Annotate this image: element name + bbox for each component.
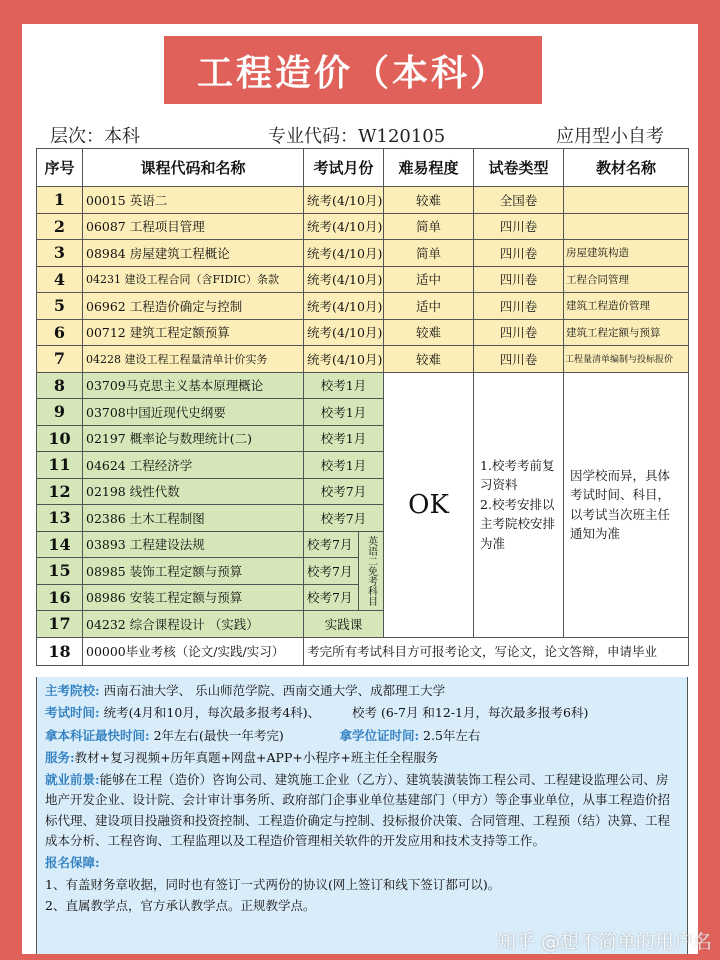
- course-name: 04624 工程经济学: [83, 452, 304, 479]
- course-name: 06087 工程项目管理: [83, 213, 304, 240]
- course-name: 02198 线性代数: [83, 478, 304, 505]
- row-number: 7: [37, 346, 83, 373]
- difficulty: 较难: [384, 187, 474, 214]
- exam-month: 统考(4/10月): [304, 240, 384, 267]
- course-name: 03893 工程建设法规: [83, 531, 304, 558]
- row-number: 13: [37, 505, 83, 532]
- header-book: 教材名称: [564, 149, 689, 187]
- table-row: [37, 187, 689, 214]
- course-name: 02386 土木工程制图: [83, 505, 304, 532]
- exam-month: 校考7月: [304, 505, 384, 532]
- table-row: [37, 372, 689, 399]
- course-name: 04232 综合课程设计 （实践）: [83, 611, 304, 638]
- course-name: 03709马克思主义基本原理概论: [83, 372, 304, 399]
- course-name: 08984 房屋建筑工程概论: [83, 240, 304, 267]
- paper-type: 四川卷: [474, 266, 564, 293]
- paper-type: 四川卷: [474, 346, 564, 373]
- schools-line: 主考院校: 西南石油大学、 乐山师范学院、西南交通大学、成都理工大学: [45, 683, 446, 698]
- textbook-note: 因学校而异，具体考试时间、科目，以考试当次班主任通知为准: [564, 372, 689, 637]
- header-difficulty: 难易程度: [384, 149, 474, 187]
- difficulty: 较难: [384, 319, 474, 346]
- paper-type: 四川卷: [474, 319, 564, 346]
- table-row: [37, 266, 689, 293]
- course-name: 00000毕业考核（论文/实践/实习）: [83, 637, 304, 665]
- graduation-note: 考完所有考试科目方可报考论文，写论文，论文答辩，申请毕业: [304, 637, 689, 665]
- exam-month: 校考1月: [304, 452, 384, 479]
- header-paper: 试卷类型: [474, 149, 564, 187]
- row-number: 1: [37, 187, 83, 214]
- course-name: 06962 工程造价确定与控制: [83, 293, 304, 320]
- table-row: [37, 293, 689, 320]
- poster-sheet: [22, 24, 698, 954]
- exam-month: 统考(4/10月): [304, 213, 384, 240]
- difficulty: 简单: [384, 240, 474, 267]
- row-number: 9: [37, 399, 83, 426]
- textbook: [564, 187, 689, 214]
- difficulty: 较难: [384, 346, 474, 373]
- guarantee-title: 报名保障:: [45, 855, 100, 870]
- course-table: [36, 148, 689, 666]
- exam-month: 校考7月: [304, 531, 359, 558]
- paper-type: 全国卷: [474, 187, 564, 214]
- exam-month: 统考(4/10月): [304, 187, 384, 214]
- exam-month: 校考1月: [304, 372, 384, 399]
- row-number: 17: [37, 611, 83, 638]
- row-number: 3: [37, 240, 83, 267]
- exam-month: 校考7月: [304, 558, 359, 585]
- difficulty: 简单: [384, 213, 474, 240]
- row-number: 11: [37, 452, 83, 479]
- row-number: 5: [37, 293, 83, 320]
- row-number: 18: [37, 637, 83, 665]
- table-header-row: [37, 149, 689, 187]
- row-number: 6: [37, 319, 83, 346]
- info-panel: [36, 677, 688, 954]
- page-title: 工程造价（本科）: [164, 36, 542, 104]
- course-name: 04228 建设工程工程量清单计价实务: [83, 346, 304, 373]
- guarantee-item: 2、直属教学点，官方承认教学点。正规教学点。: [45, 897, 316, 913]
- paper-type: 四川卷: [474, 240, 564, 267]
- exam-month: 校考1月: [304, 399, 384, 426]
- course-name: 08985 装饰工程定额与预算: [83, 558, 304, 585]
- course-name: 00015 英语二: [83, 187, 304, 214]
- exam-month: 校考7月: [304, 478, 384, 505]
- course-name: 04231 建设工程合同（含FIDIC）条款: [83, 266, 304, 293]
- course-name: 00712 建筑工程定额预算: [83, 319, 304, 346]
- career-line: 就业前景:能够在工程（造价）咨询公司、建筑施工企业（乙方）、建筑装潢装饰工程公司、工程建设监理公司、房地产开发企业、设计院、会计审计事务所、政府部门企事业单位基建部门（甲方）等企事业单位，从事工程造价招标代理、建设项目投融资和投资控制、工程造价确定与控制、投标报价决策、合同管理、工程预（结）决算、工程成本分析、工程咨询、工程监理以及工程造价管理相关软件的开发应用和技术支持等工作。: [45, 772, 671, 848]
- guarantee-item: 1、有盖财务章收据，同时也有签订一式两份的协议(网上签订和线下签订都可以)。: [45, 877, 501, 893]
- course-name: 08986 安装工程定额与预算: [83, 584, 304, 611]
- table-row: [37, 213, 689, 240]
- row-number: 16: [37, 584, 83, 611]
- watermark: 知乎 @想不简单的用户名: [496, 931, 712, 953]
- exam-month: 实践课: [304, 611, 384, 638]
- time-line: 拿本科证最快时间: 2年左右(最快一年考完) 拿学位证时间: 2.5年左右: [45, 727, 481, 743]
- textbook: [564, 213, 689, 240]
- header-no: 序号: [37, 149, 83, 187]
- row-number: 12: [37, 478, 83, 505]
- table-row: [37, 240, 689, 267]
- row-number: 10: [37, 425, 83, 452]
- header-month: 考试月份: [304, 149, 384, 187]
- service-line: 服务:教材+复习视频+历年真题+网盘+APP+小程序+班主任全程服务: [45, 749, 439, 765]
- course-name: 02197 概率论与数理统计(二): [83, 425, 304, 452]
- school-exam-note: 1.校考考前复习资料 2.校考安排以主考院校安排为准: [474, 372, 564, 637]
- paper-type: 四川卷: [474, 293, 564, 320]
- course-name: 03708中国近现代史纲要: [83, 399, 304, 426]
- exam-month: 统考(4/10月): [304, 266, 384, 293]
- exam-time-line: 考试时间: 统考(4月和10月，每次最多报考4科)、 校考 (6-7月 和12-1月，每次最多报考6科): [45, 705, 589, 721]
- row-number: 14: [37, 531, 83, 558]
- row-number: 8: [37, 372, 83, 399]
- ok-cell: OK: [384, 372, 474, 637]
- row-number: 4: [37, 266, 83, 293]
- paper-type: 四川卷: [474, 213, 564, 240]
- textbook: 工程合同管理: [564, 266, 689, 293]
- table-row: [37, 346, 689, 373]
- header-course: 课程代码和名称: [83, 149, 304, 187]
- program-type-label: 应用型小自考: [556, 126, 664, 147]
- table-row: [37, 319, 689, 346]
- textbook: 建筑工程定额与预算: [564, 319, 689, 346]
- major-code-label: 专业代码：W120105: [268, 126, 446, 147]
- textbook: 工程量清单编制与投标报价: [564, 346, 689, 373]
- row-number: 2: [37, 213, 83, 240]
- exam-month: 校考7月: [304, 584, 359, 611]
- exam-month: 统考(4/10月): [304, 293, 384, 320]
- difficulty: 适中: [384, 293, 474, 320]
- row-number: 15: [37, 558, 83, 585]
- table-row: [37, 637, 689, 665]
- level-label: 层次：本科: [50, 126, 140, 147]
- exam-month: 校考1月: [304, 425, 384, 452]
- english-exempt-note: 英语二免考科目: [359, 531, 384, 611]
- difficulty: 适中: [384, 266, 474, 293]
- textbook: 建筑工程造价管理: [564, 293, 689, 320]
- exam-month: 统考(4/10月): [304, 346, 384, 373]
- textbook: 房屋建筑构造: [564, 240, 689, 267]
- exam-month: 统考(4/10月): [304, 319, 384, 346]
